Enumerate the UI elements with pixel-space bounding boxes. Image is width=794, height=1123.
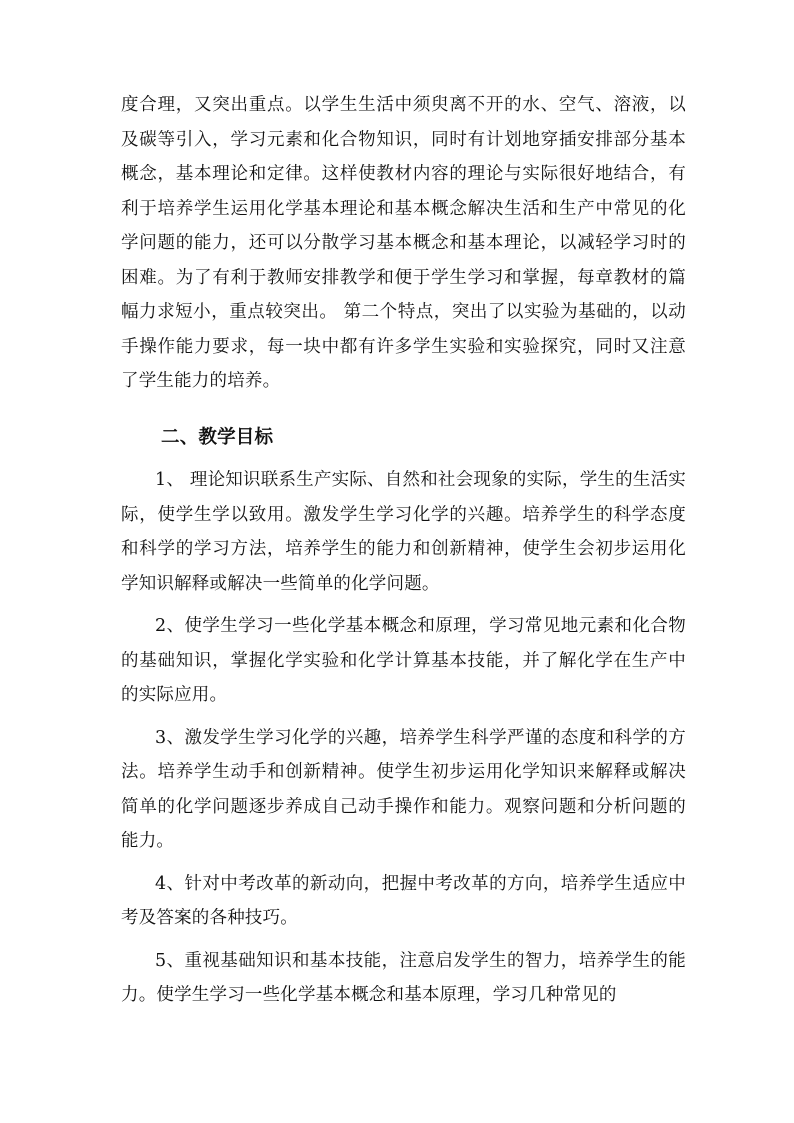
goal-item-3: 3、激发学生学习化学的兴趣，培养学生科学严谨的态度和科学的方法。培养学生动手和创新精神。使学生初步运用化学知识来解释或解决简单的化学问题逐步养成自己动手操作和能力。观察问题和分析问题的能力。 xyxy=(121,727,686,851)
goal-item-4: 4、针对中考改革的新动向，把握中考改革的方向，培养学生适应中考及答案的各种技巧。 xyxy=(121,873,686,928)
section-heading: 二、教学目标 xyxy=(161,427,274,448)
goal-item-1: 1、 理论知识联系生产实际、自然和社会现象的实际，学生的生活实际，使学生学以致用。激发学生学习化学的兴趣。培养学生的科学态度和科学的学习方法，培养学生的能力和创新精神，使学生会初步运用化学知识解释或解决一些简单的化学问题。 xyxy=(121,470,686,594)
goal-item-5: 5、重视基础知识和基本技能，注意启发学生的智力，培养学生的能力。使学生学习一些化学基本概念和基本原理，学习几种常见的 xyxy=(121,950,686,1005)
intro-paragraph: 度合理，又突出重点。以学生生活中须臾离不开的水、空气、溶液，以及碳等引入，学习元素和化合物知识，同时有计划地穿插安排部分基本概念，基本理论和定律。这样使教材内容的理论与实际很好地结合，有利于培养学生运用化学基本理论和基本概念解决生活和生产中常见的化学问题的能力，还可以分散学习基本概念和基本理论，以减轻学习时的困难。为了有利于教师安排教学和便于学生学习和掌握，每章教材的篇幅力求短小，重点较突出。 第二个特点，突出了以实验为基础的，以动手操作能力要求，每一块中都有许多学生实验和实验探究，同时又注意了学生能力的培养。 xyxy=(121,95,686,391)
goals-list xyxy=(121,463,686,1021)
goal-item-2: 2、使学生学习一些化学基本概念和原理，学习常见地元素和化合物的基础知识，掌握化学实验和化学计算基本技能，并了解化学在生产中的实际应用。 xyxy=(121,616,686,705)
